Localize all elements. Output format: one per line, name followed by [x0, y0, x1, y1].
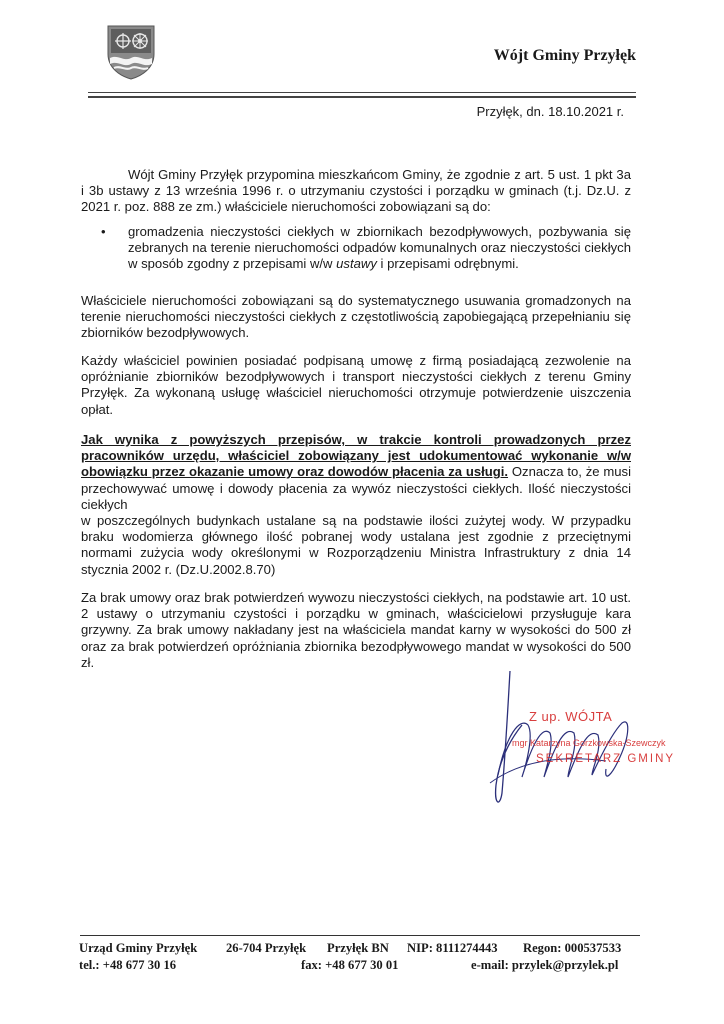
footer-office: Urząd Gminy Przyłęk — [79, 941, 198, 955]
footer-divider — [80, 935, 640, 936]
footer-bank: Przyłęk BN — [327, 941, 389, 955]
header-divider — [88, 96, 636, 98]
footer-email: e-mail: przylek@przylek.pl — [471, 958, 619, 972]
footer-postal: 26-704 Przyłęk — [226, 941, 307, 955]
inspection-continuation: w poszczególnych budynkach ustalane są na podstawie ilości zużytej wody. W przypadku braku wodomierza głównego ilość pobranej wody ustalana jest zgodnie z przeciętnymi normami zużycia wody określonymi w Rozporządzeniu Ministra Infrastruktury z dnia 14 stycznia 2002 r. (Dz.U.2002.8.70) — [81, 513, 631, 577]
footer-phone: tel.: +48 677 30 16 — [79, 958, 177, 972]
stamp-position: SEKRETARZ GMINY — [536, 753, 676, 765]
stamp-authorization: Z up. WÓJTA — [529, 709, 613, 724]
header-divider — [88, 92, 636, 93]
bullet-icon: • — [101, 224, 106, 239]
inspection-text: Oznacza to, że musi przechowywać umowę i dowody płacenia za wywóz nieczystości ciekłych. Ilość nieczystości ciekłych — [81, 464, 631, 512]
list-item-italic: ustawy — [336, 256, 377, 272]
footer-nip: NIP: 8111274443 — [407, 941, 498, 955]
paragraph-penalties: Za brak umowy oraz brak potwierdzeń wywozu nieczystości ciekłych, na podstawie art. 10 ust. 2 ustawy o utrzymaniu czystości i porządku w gminach, właścicielowi przysługuje kara grzywny. Za brak umowy nakładany jest na właściciela mandat karny w wysokości do 500 zł oraz za brak potwierdzeń opróżniania zbiornika bezodpływowego mandat w wysokości do 500 zł. — [81, 590, 631, 670]
inspection-first-part — [81, 432, 631, 513]
list-item — [101, 224, 631, 273]
list-item-text-end: i przepisami odrębnymi. — [376, 256, 519, 272]
footer-row — [79, 940, 629, 957]
list-item-text: gromadzenia nieczystości ciekłych w zbiornikach bezodpływowych, pozbywania się zebranych na terenie nieruchomości odpadów komunalnych oraz nieczystości ciekłych w sposób zgodny z przepisami w/w — [128, 224, 631, 272]
place-date-line: Przyłęk, dn. 18.10.2021 r. — [476, 104, 624, 119]
footer-regon: Regon: 000537533 — [523, 941, 622, 955]
inspection-emphasis: Jak wynika z powyższych przepisów, w trakcie kontroli prowadzonych przez pracowników urzędu, właściciel zobowiązany jest udokumentować wykonanie w/w obowiązku przez okazanie umowy oraz dowodów płacenia za usługi. — [81, 432, 631, 480]
footer — [79, 940, 629, 974]
stamp-name: mgr Katarzyna Gorzkowska-Szewczyk — [512, 738, 666, 748]
paragraph-inspection — [81, 432, 631, 578]
paragraph-removal: Właściciele nieruchomości zobowiązani są do systematycznego usuwania gromadzonych na terenie nieruchomości nieczystości ciekłych z częstotliwością zapobiegającą przepełnianiu się zbiorników bezodpływowych. — [81, 293, 631, 341]
footer-fax: fax: +48 677 30 01 — [301, 958, 399, 972]
footer-row — [79, 957, 629, 974]
intro-paragraph: Wójt Gminy Przyłęk przypomina mieszkańcom Gminy, że zgodnie z art. 5 ust. 1 pkt 3a i 3b ustawy z 13 września 1996 r. o utrzymaniu czystości i porządku w gminach (t.j. Dz.U. z 2021 r. poz. 888 ze zm.) właściciele nieruchomości zobowiązani są do: — [81, 167, 631, 215]
issuer-title: Wójt Gminy Przyłęk — [493, 47, 636, 64]
paragraph-contract: Każdy właściciel powinien posiadać podpisaną umowę z firmą posiadającą zezwolenie na opróżnianie zbiorników bezodpływowych i transport nieczystości ciekłych z terenu Gminy Przyłęk. Za wykonaną usługę właściciel nieruchomości otrzymuje potwierdzenie uiszczenia opłat. — [81, 353, 631, 417]
coat-of-arms-logo — [106, 24, 156, 80]
obligations-list — [101, 224, 631, 273]
